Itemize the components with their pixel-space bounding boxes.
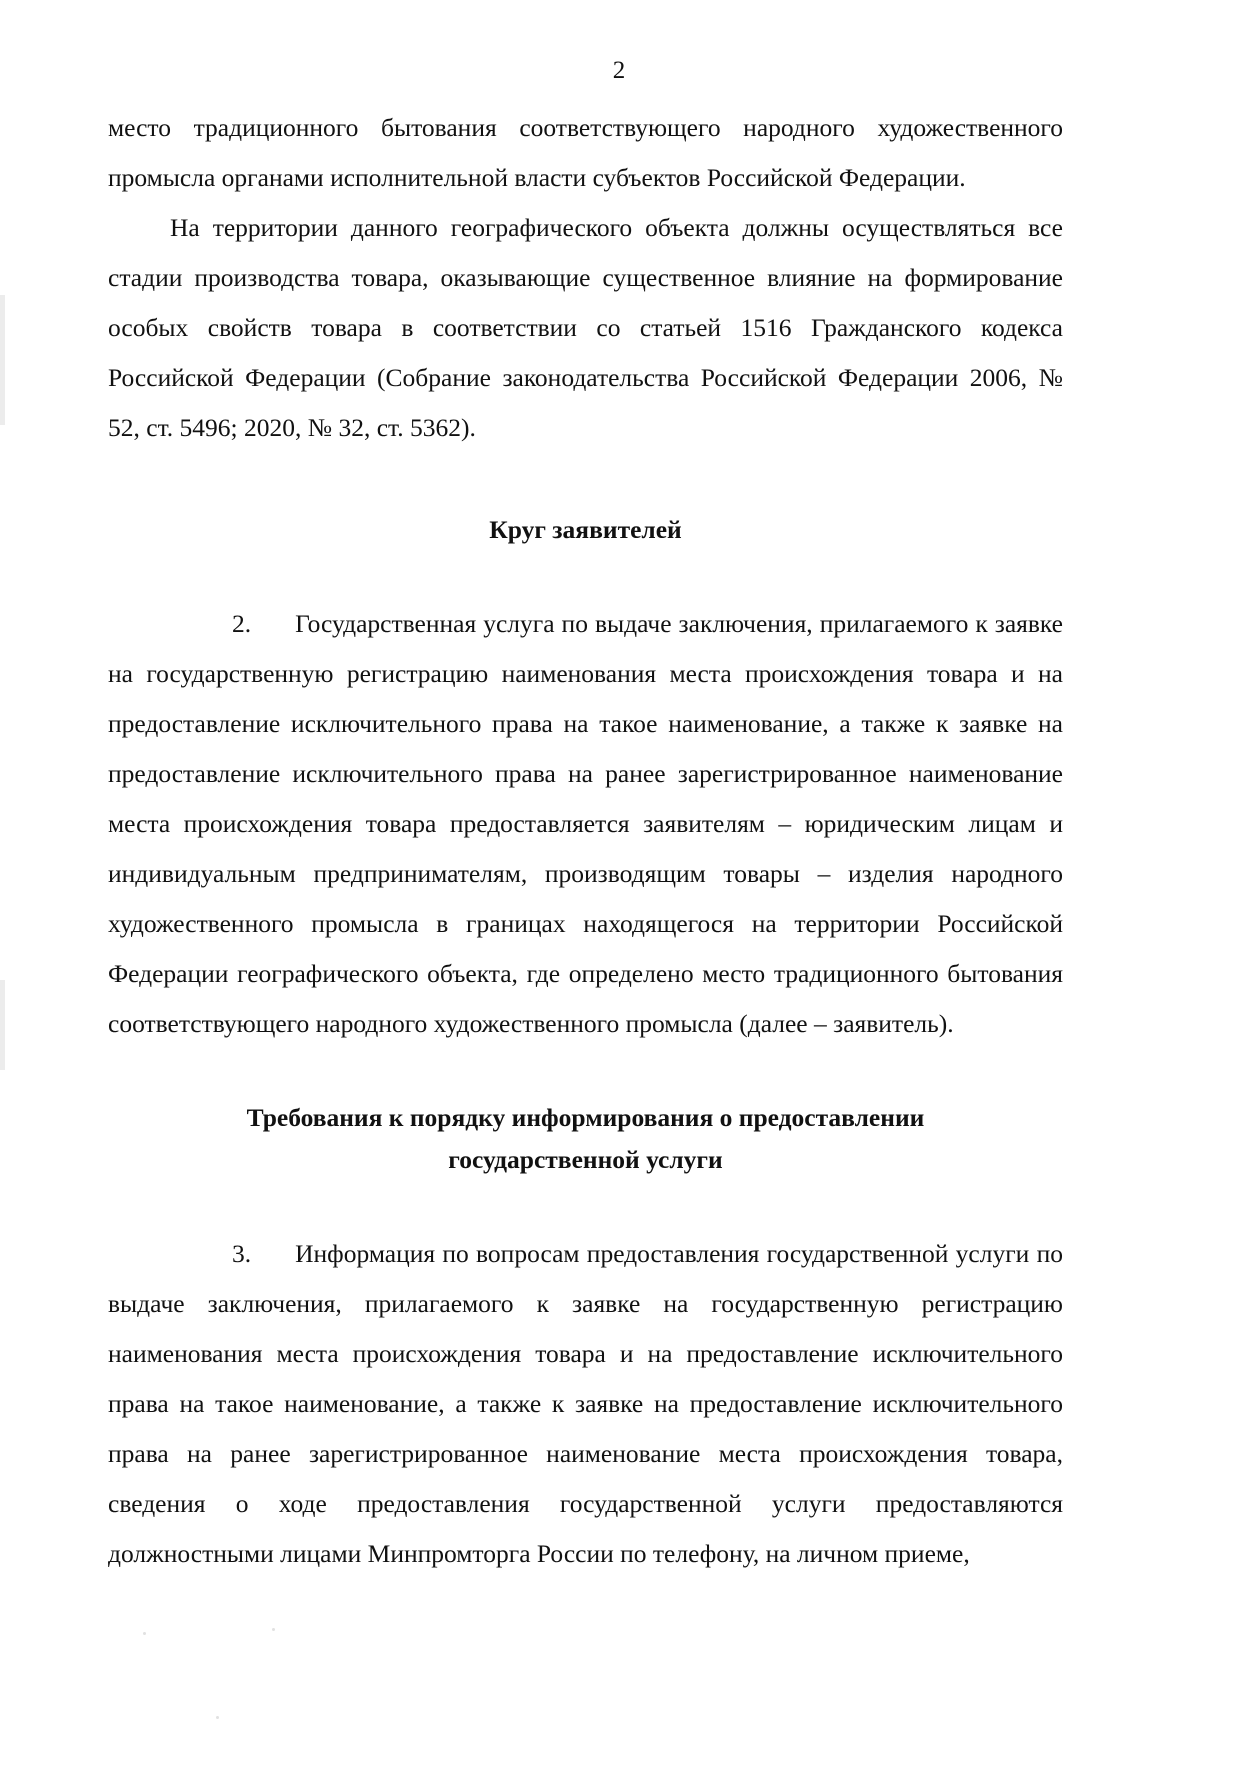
- section-spacer-2: [108, 1049, 1063, 1097]
- heading-spacer-2: [108, 1181, 1063, 1229]
- heading-applicants: Круг заявителей: [489, 515, 682, 544]
- heading-spacer: [108, 551, 1063, 599]
- paragraph-territory: На территории данного географического объекта должны осуществляться все стадии производства товара, оказывающие существенное влияние на формирование особых свойств товара в соответствии со статьей 1516 Гражданского кодекса Российской Федерации (Собрание законодательства Российской Федерации 2006, № 52, ст. 5496; 2020, № 32, ст. 5362).: [108, 213, 1063, 442]
- clause-2-text: Государственная услуга по выдаче заключения, прилагаемого к заявке на государственную регистрацию наименования места происхождения товара и на предоставление исключительного права на такое наименование, а также к заявке на предоставление исключительного права на ранее зарегистрированное наименование места происхождения товара предоставляется заявителям – юридическим лицам и индивидуальным предпринимателям, производящим товары – изделия народного художественного промысла в границах находящегося на территории Российской Федерации географического объекта, где определено место традиционного бытования соответствующего народного художественного промысла (далее – заявитель).: [108, 609, 1063, 1038]
- clause-2-number: 2.: [232, 609, 252, 638]
- scan-artifact-edge-2: [0, 980, 5, 1070]
- scan-artifact-dot: [143, 1632, 146, 1635]
- clause-3-text: Информация по вопросам предоставления государственной услуги по выдаче заключения, прилагаемого к заявке на государственную регистрацию наименования места происхождения товара и на предоставление исключительного права на такое наименование, а также к заявке на предоставление исключительного права на ранее зарегистрированное наименование места происхождения товара, сведения о ходе предоставления государственной услуги предоставляются должностными лицами Минпромторга России по телефону, на личном приеме,: [108, 1239, 1063, 1568]
- heading-informing-line-1: Требования к порядку информирования о предоставлении: [246, 1103, 925, 1132]
- clause-3: [108, 1229, 1063, 1579]
- section-spacer: [108, 453, 1063, 509]
- clause-2: [108, 599, 1063, 1049]
- scan-artifact-dot-2: [272, 1628, 275, 1631]
- heading-informing-line-2: государственной услуги: [448, 1145, 723, 1174]
- page-number: 2: [612, 57, 626, 84]
- clause-3-number: 3.: [232, 1239, 252, 1268]
- scan-artifact-dot-3: [216, 1716, 219, 1719]
- document-body: [108, 103, 1063, 1579]
- paragraph-continuation: место традиционного бытования соответствующего народного художественного промысла органами исполнительной власти субъектов Российской Федерации.: [108, 113, 1063, 192]
- scan-artifact-edge: [0, 295, 5, 425]
